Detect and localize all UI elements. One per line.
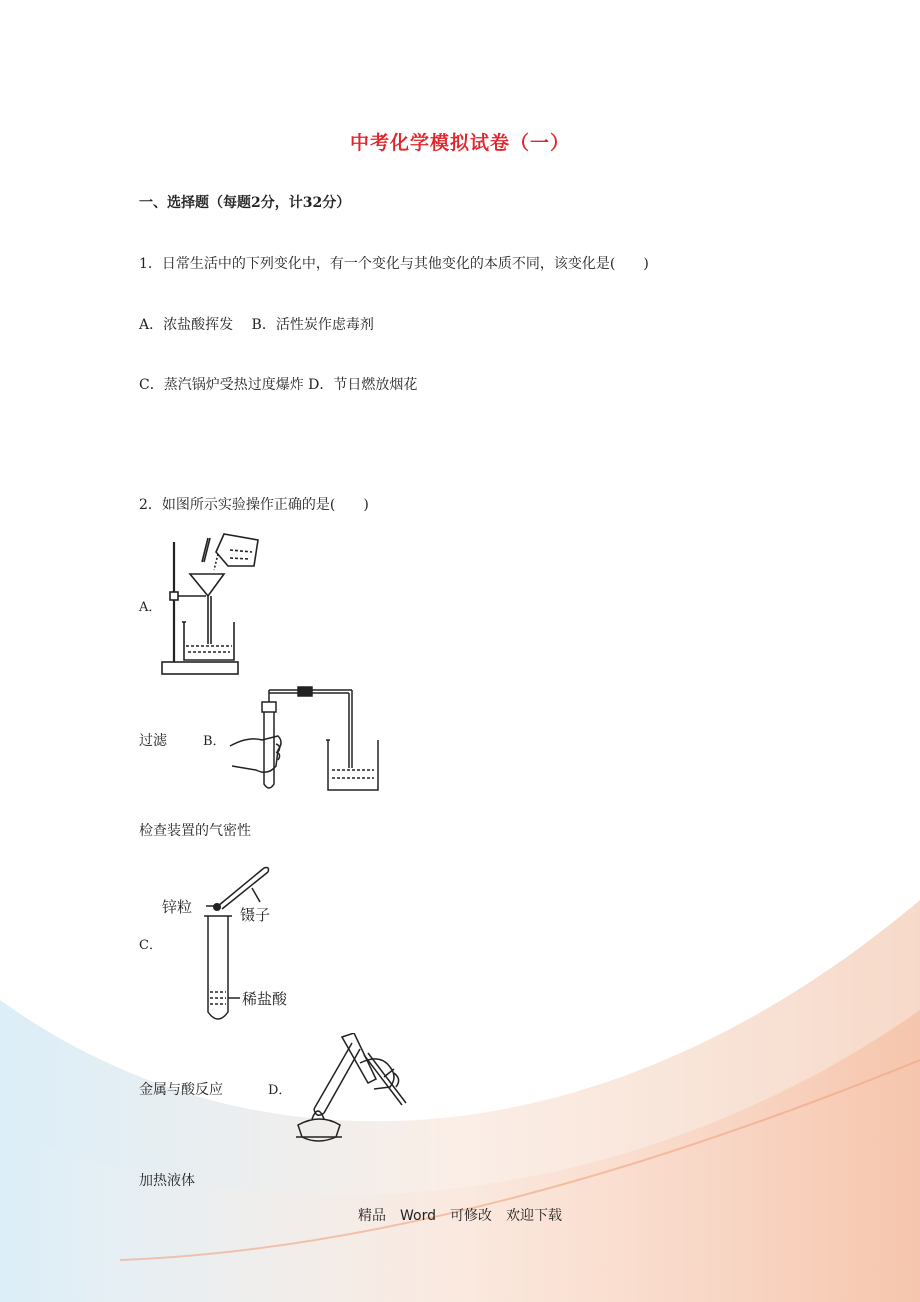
document-title: 中考化学模拟试卷（一） — [349, 132, 570, 154]
heating-liquid-figure — [290, 1033, 414, 1147]
question-1-options-ab: A．浓盐酸挥发 B．活性炭作虑毒剂 — [139, 317, 374, 333]
zinc-granule-label: 锌粒 — [162, 898, 193, 916]
option-c-caption: 金属与酸反应 — [139, 1082, 223, 1098]
dilute-hydrochloric-acid-label: 稀盐酸 — [242, 990, 288, 1008]
question-1-stem: 1．日常生活中的下列变化中，有一个变化与其他变化的本质不同，该变化是( ) — [139, 256, 649, 272]
option-c-label: C． — [139, 938, 162, 953]
question-1-options-cd: C．蒸汽锅炉受热过度爆炸 D．节日燃放烟花 — [139, 377, 418, 393]
option-a-label: A． — [139, 600, 162, 615]
option-a-caption: 过滤 — [139, 733, 167, 749]
section-heading: 一、选择题（每题2分，计32分） — [139, 195, 351, 211]
question-2-stem: 2．如图所示实验操作正确的是( ) — [139, 497, 369, 513]
tweezers-label: 镊子 — [240, 906, 271, 924]
filtration-apparatus-figure — [158, 532, 268, 680]
option-b-caption: 检查装置的气密性 — [139, 823, 251, 839]
zinc-acid-figure — [160, 862, 310, 1027]
option-d-label: D． — [268, 1083, 292, 1098]
option-d-caption: 加热液体 — [139, 1173, 195, 1189]
page-footer: 精品 Word 可修改 欢迎下载 — [358, 1208, 562, 1224]
option-b-label: B． — [203, 734, 226, 749]
airtightness-check-figure — [228, 686, 388, 796]
